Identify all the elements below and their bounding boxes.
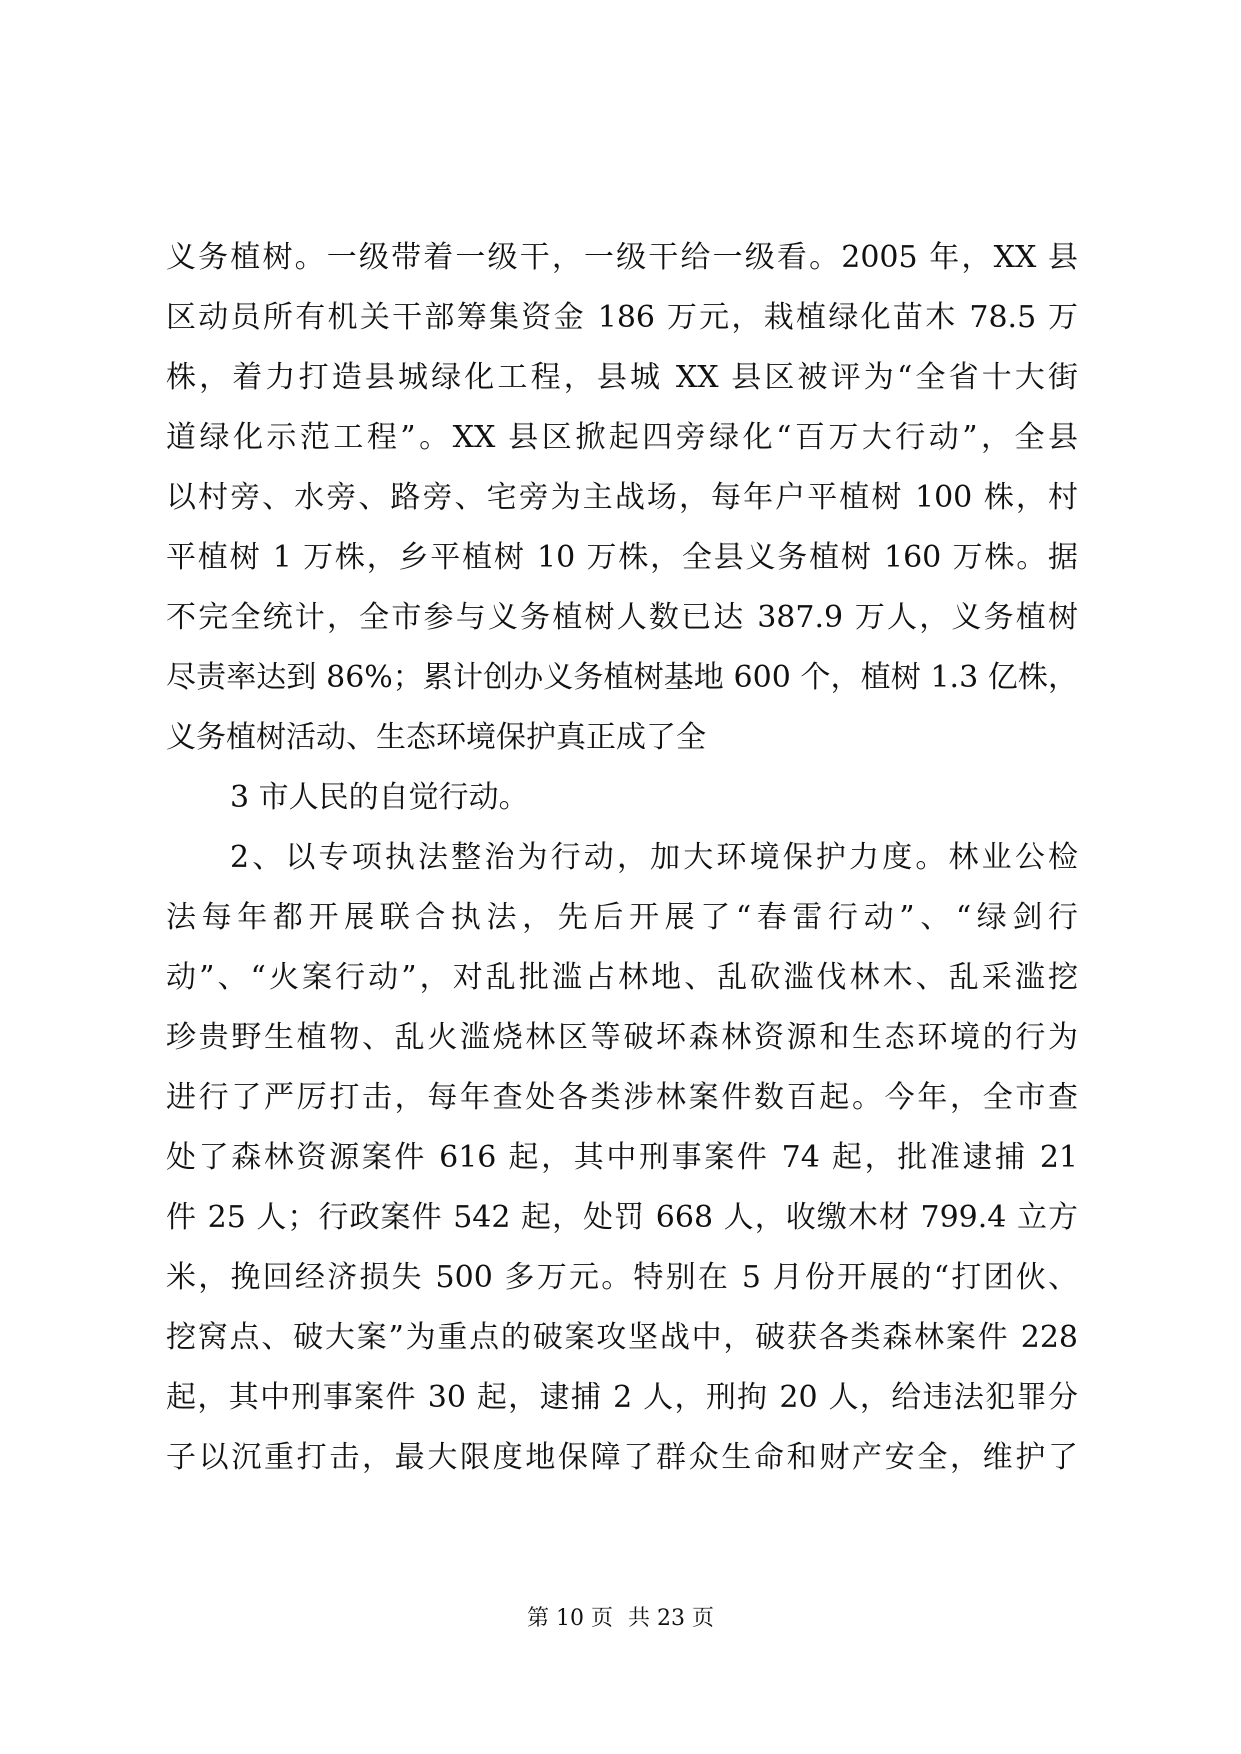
text-line: 平植树 1 万株，乡平植树 10 万株，全县义务植树 160 万株。据 [166, 540, 1078, 575]
text-line: 3 市人民的自觉行动。 [230, 780, 529, 815]
page-footer [0, 1604, 1241, 1634]
document-body [166, 228, 1078, 1488]
text-line: 尽责率达到 86%；累计创办义务植树基地 600 个，植树 1.3 亿株， [166, 660, 1078, 695]
text-line: 米，挽回经济损失 500 多万元。特别在 5 月份开展的“打团伙、 [166, 1260, 1078, 1295]
text-line: 处了森林资源案件 616 起，其中刑事案件 74 起，批准逮捕 21 [166, 1140, 1078, 1175]
text-line: 义务植树。一级带着一级干，一级干给一级看。2005 年，XX 县 [166, 240, 1078, 275]
text-line: 法每年都开展联合执法，先后开展了“春雷行动”、“绿剑行 [166, 900, 1078, 935]
text-line: 挖窝点、破大案”为重点的破案攻坚战中，破获各类森林案件 228 [166, 1320, 1078, 1355]
text-line: 起，其中刑事案件 30 起，逮捕 2 人，刑拘 20 人，给违法犯罪分 [166, 1380, 1078, 1415]
text-line: 子以沉重打击，最大限度地保障了群众生命和财产安全，维护了 [166, 1440, 1078, 1475]
text-line: 区动员所有机关干部筹集资金 186 万元，栽植绿化苗木 78.5 万 [166, 300, 1078, 335]
text-line: 不完全统计，全市参与义务植树人数已达 387.9 万人，义务植树 [166, 600, 1078, 635]
text-line: 株，着力打造县城绿化工程，县城 XX 县区被评为“全省十大街 [166, 360, 1078, 395]
text-line: 义务植树活动、生态环境保护真正成了全 [166, 720, 706, 755]
text-line: 件 25 人；行政案件 542 起，处罚 668 人，收缴木材 799.4 立方 [166, 1200, 1078, 1235]
text-line: 道绿化示范工程”。XX 县区掀起四旁绿化“百万大行动”，全县 [166, 420, 1078, 455]
page-number: 第 10 页 [527, 1606, 613, 1631]
text-line: 珍贵野生植物、乱火滥烧林区等破坏森林资源和生态环境的行为 [166, 1020, 1078, 1055]
text-line: 进行了严厉打击，每年查处各类涉林案件数百起。今年，全市查 [166, 1080, 1078, 1115]
page-total: 共 23 页 [628, 1606, 714, 1631]
text-line: 动”、“火案行动”，对乱批滥占林地、乱砍滥伐林木、乱采滥挖 [166, 960, 1078, 995]
paragraph-start-line: 2、以专项执法整治为行动，加大环境保护力度。林业公检 [230, 840, 1078, 875]
text-line: 以村旁、水旁、路旁、宅旁为主战场，每年户平植树 100 株，村 [166, 480, 1078, 515]
